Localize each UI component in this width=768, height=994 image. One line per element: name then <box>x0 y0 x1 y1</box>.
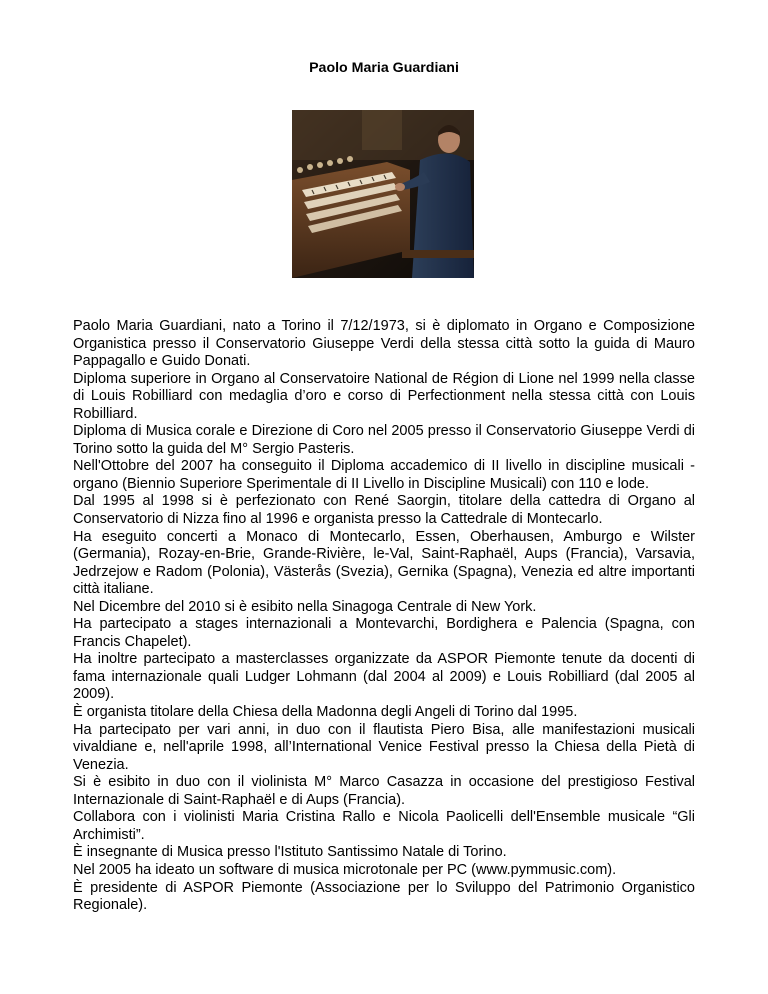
paragraph: È presidente di ASPOR Piemonte (Associazione per lo Sviluppo del Patrimonio Organistico Regionale). <box>73 879 695 914</box>
paragraph: È organista titolare della Chiesa della Madonna degli Angeli di Torino dal 1995. <box>73 704 578 721</box>
organist-photo <box>292 110 474 278</box>
paragraph: Nel Dicembre del 2010 si è esibito nella Sinagoga Centrale di New York. <box>73 598 537 615</box>
paragraph: Ha partecipato a stages internazionali a Montevarchi, Bordighera e Palencia (Spagna, con Francis Chapelet). <box>73 616 695 650</box>
page-title: Paolo Maria Guardiani <box>309 60 459 76</box>
paragraph: Paolo Maria Guardiani, nato a Torino il 7/12/1973, si è diplomato in Organo e Composizione Organistica presso il Conservatorio Giuseppe Verdi della stessa città sotto la guida di Mauro Pappagallo e Guido Donati. <box>73 318 695 370</box>
paragraph: Collabora con i violinisti Maria Cristina Rallo e Nicola Paolicelli dell'Ensemble musicale “Gli Archimisti”. <box>73 809 695 843</box>
paragraph: Nell'Ottobre del 2007 ha conseguito il Diploma accademico di II livello in discipline musicali - organo (Biennio Superiore Sperimentale di II Livello in Discipline Musicali) con 110 e lode. <box>73 458 695 492</box>
paragraph: Ha inoltre partecipato a masterclasses organizzate da ASPOR Piemonte tenute da docenti di fama internazionale quali Ludger Lohmann (dal 2004 al 2009) e Louis Robilliard (dal 2005 al 2009). <box>73 651 695 703</box>
paragraph: Diploma di Musica corale e Direzione di Coro nel 2005 presso il Conservatorio Giuseppe Verdi di Torino sotto la guida del M° Sergio Pasteris. <box>73 423 695 457</box>
paragraph: Dal 1995 al 1998 si è perfezionato con René Saorgin, titolare della cattedra di Organo al Conservatorio di Nizza fino al 1996 e organista presso la Cattedrale di Montecarlo. <box>73 493 695 528</box>
paragraph: È insegnante di Musica presso l'Istituto Santissimo Natale di Torino. <box>73 844 507 861</box>
paragraph: Nel 2005 ha ideato un software di musica microtonale per PC (www.pymmusic.com). <box>73 861 617 878</box>
paragraph: Ha eseguito concerti a Monaco di Montecarlo, Essen, Oberhausen, Amburgo e Wilster (Germania), Rozay-en-Brie, Grande-Rivière, le-Val, Saint-Raphaël, Aups (Francia), Varsavia, Jedrzejow e Radom (Polonia), Västerås (Svezia), Gernika (Spagna), Venezia ed altre importanti città italiane. <box>73 528 695 598</box>
paragraph: Diploma superiore in Organo al Conservatoire National de Région di Lione nel 1999 nella classe di Louis Robilliard con medaglia d’oro e corso di Perfectionment nella stessa città con Louis Robilliard. <box>73 370 695 422</box>
biography-text <box>73 318 695 915</box>
paragraph: Si è esibito in duo con il violinista M° Marco Casazza in occasione del prestigioso Festival Internazionale di Saint-Raphaël e di Aups (Francia). <box>73 774 695 808</box>
paragraph: Ha partecipato per vari anni, in duo con il flautista Piero Bisa, alle manifestazioni musicali vivaldiane e, nell'aprile 1998, all’International Venice Festival presso la Chiesa della Pietà di Venezia. <box>73 721 695 773</box>
